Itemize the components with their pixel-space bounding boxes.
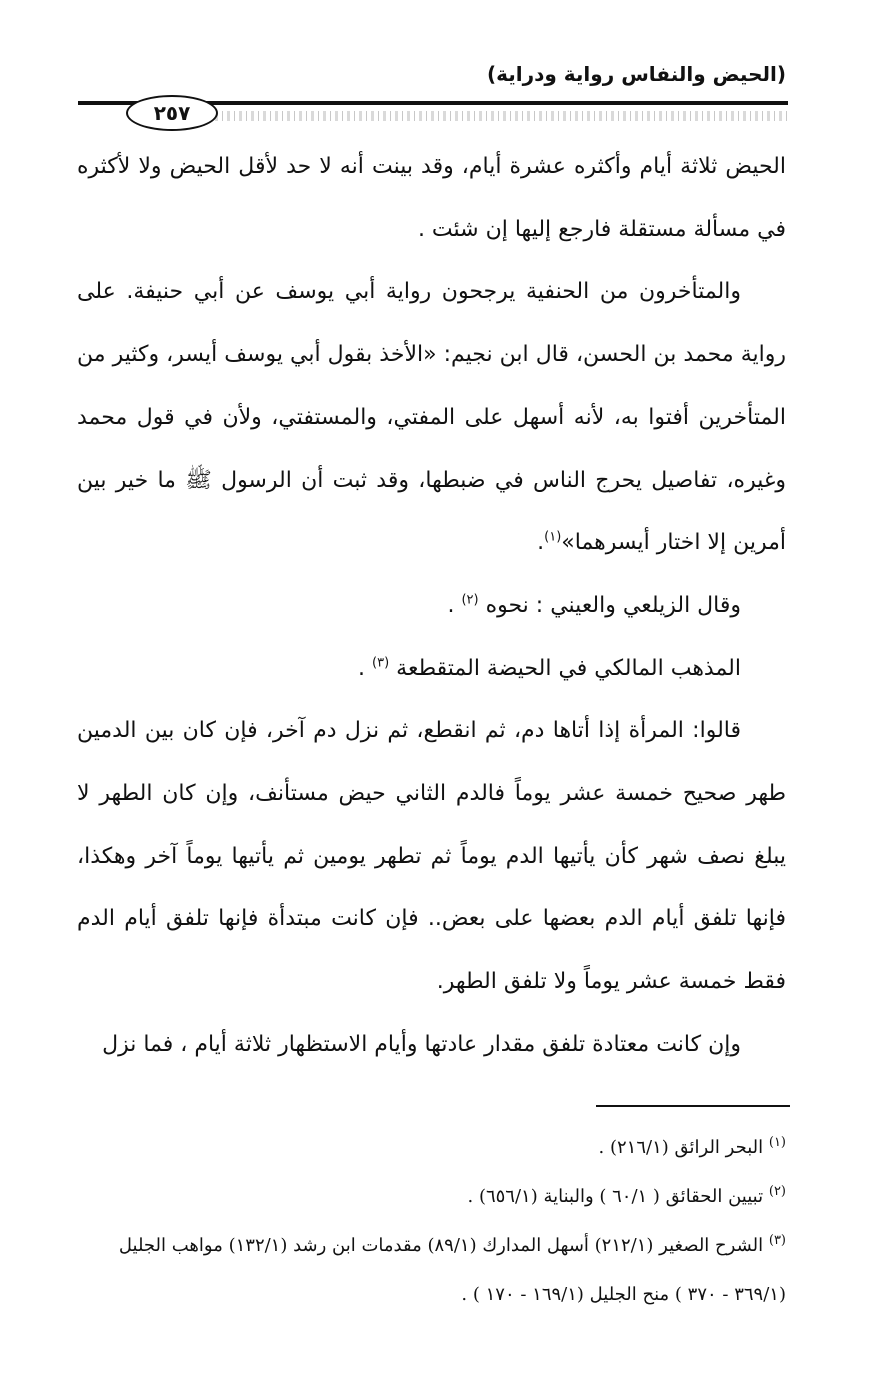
paragraph-4-end: . — [358, 655, 366, 681]
footnote-1-text: البحر الرائق (٢١٦/١) . — [598, 1137, 764, 1158]
paragraph-2-end: . — [537, 530, 545, 556]
footnotes — [77, 1123, 786, 1319]
footnote-2 — [77, 1172, 786, 1221]
paragraph-3-text: وقال الزيلعي والعيني : نحوه — [485, 592, 741, 618]
footnote-3 — [77, 1221, 786, 1319]
paragraph-4-text: المذهب المالكي في الحيضة المتقطعة — [396, 655, 741, 681]
main-text — [77, 136, 786, 1077]
header-rule-ornament — [215, 111, 787, 121]
page-number: ٢٥٧ — [126, 95, 218, 131]
footnote-1 — [77, 1123, 786, 1172]
paragraph-6: وإن كانت معتادة تلفق مقدار عادتها وأيام الاستظهار ثلاثة أيام ، فما نزل — [102, 1031, 741, 1057]
paragraph-2 — [77, 261, 786, 575]
paragraph-1: الحيض ثلاثة أيام وأكثره عشرة أيام، وقد بينت أنه لا حد لأقل الحيض ولا لأكثره في مسألة مستقلة فارجع إليها إن شئت . — [77, 154, 786, 242]
paragraph-3-end: . — [447, 592, 455, 618]
footnote-2-text: تبيين الحقائق ( ٦٠/١ ) والبناية (٦٥٦/١) . — [467, 1186, 764, 1207]
paragraph-2-text: والمتأخرون من الحنفية يرجحون رواية أبي يوسف عن أبي حنيفة. على رواية محمد بن الحسن، قال ابن نجيم: «الأخذ بقول أبي يوسف أيسر، وكثير من المتأخرين أفتوا به، لأنه أسهل على المفتي، والمستفتي، ولأن في قول محمد وغيره، تفاصيل يحرج الناس في ضبطها، وقد ثبت أن الرسول ﷺ ما خير بين أمرين إلا اختار أيسرهما» — [77, 279, 786, 556]
running-header-title: (الحيض والنفاس رواية ودراية) — [486, 62, 786, 86]
footnote-3-text: الشرح الصغير (٢١٢/١) أسهل المدارك (٨٩/١) مقدمات ابن رشد (١٣٢/١) مواهب الجليل (٣٦٩/١ - ٣٧٠ ) منح الجليل (١٦٩/١ - ١٧٠ ) . — [118, 1235, 786, 1305]
paragraph-4 — [77, 638, 786, 701]
paragraph-3 — [77, 575, 786, 638]
footnote-3-marker: (٣) — [768, 1233, 786, 1248]
footnote-ref-3: (٣) — [372, 655, 390, 671]
footnote-2-marker: (٢) — [768, 1184, 786, 1199]
footnote-ref-2: (٢) — [461, 592, 479, 608]
paragraph-5: قالوا: المرأة إذا أتاها دم، ثم انقطع، ثم نزل دم آخر، فإن كان بين الدمين طهر صحيح خمسة عشر يوماً فالدم الثاني حيض مستأنف، وإن كان الطهر لا يبلغ نصف شهر كأن يأتيها الدم يوماً ثم تطهر يومين ثم يأتيها يوماً آخر وهكذا، فإنها تلفق أيام الدم بعضها على بعض.. فإن كانت مبتدأة فإنها تلفق أيام الدم فقط خمسة عشر يوماً ولا تلفق الطهر. — [77, 718, 786, 995]
footnote-ref-1: (١) — [544, 529, 562, 545]
footnote-1-marker: (١) — [768, 1135, 786, 1150]
footnote-separator — [596, 1105, 790, 1107]
